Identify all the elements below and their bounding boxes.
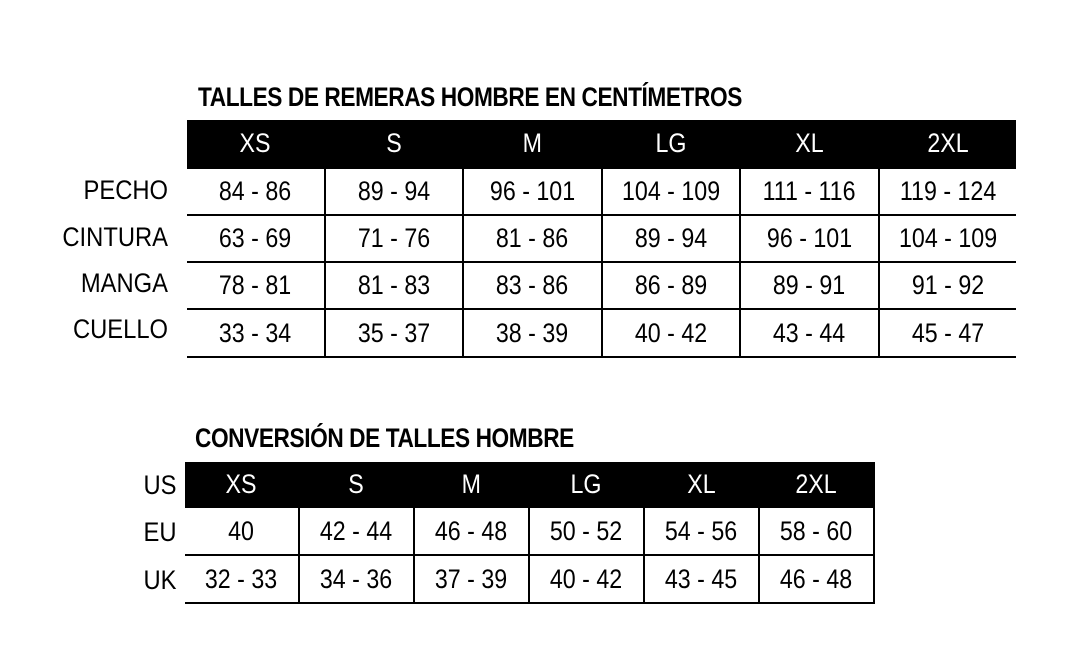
- size-header-lg: LG: [603, 120, 740, 167]
- table-cell: 58 - 60: [760, 508, 873, 554]
- table-cell: 111 - 116: [741, 169, 878, 214]
- size-header-s: S: [326, 120, 463, 167]
- table-cell: 40: [185, 508, 298, 554]
- table-cell: 43 - 45: [645, 556, 758, 602]
- size-header-xs: XS: [187, 120, 324, 167]
- table-cell: 40 - 42: [530, 556, 643, 602]
- table-cell: 83 - 86: [464, 263, 601, 308]
- table-cell: 50 - 52: [530, 508, 643, 554]
- table-cell: 104 - 109: [603, 169, 740, 214]
- table-cell: 86 - 89: [603, 263, 740, 308]
- table-cell: 96 - 101: [741, 216, 878, 261]
- table-cell: 42 - 44: [300, 508, 413, 554]
- conv-header-m: M: [415, 462, 528, 506]
- table-cell: 84 - 86: [187, 169, 324, 214]
- size-header-2xl: 2XL: [880, 120, 1017, 167]
- table-cell: 46 - 48: [415, 508, 528, 554]
- table-cell: 38 - 39: [464, 310, 601, 356]
- table-cell: 43 - 44: [741, 310, 878, 356]
- table-cell: 96 - 101: [464, 169, 601, 214]
- conv-header-2xl: 2XL: [760, 462, 873, 506]
- row-label-cuello: CUELLO: [72, 314, 168, 344]
- row-label-eu: EU: [143, 517, 177, 547]
- table-cell: 91 - 92: [880, 263, 1017, 308]
- conv-header-xs: XS: [185, 462, 298, 506]
- size-header-m: M: [464, 120, 601, 167]
- table-cell: 81 - 83: [326, 263, 463, 308]
- table-cell: 104 - 109: [880, 216, 1017, 261]
- table-cell: 71 - 76: [326, 216, 463, 261]
- table-cell: 46 - 48: [760, 556, 873, 602]
- table-cell: 89 - 94: [603, 216, 740, 261]
- conv-header-s: S: [300, 462, 413, 506]
- table-cell: 32 - 33: [185, 556, 298, 602]
- table-cell: 81 - 86: [464, 216, 601, 261]
- table-cell: 89 - 94: [326, 169, 463, 214]
- table-cell: 35 - 37: [326, 310, 463, 356]
- conversion-table-title: CONVERSIÓN DE TALLES HOMBRE: [195, 423, 574, 453]
- table-cell: 63 - 69: [187, 216, 324, 261]
- conv-header-lg: LG: [530, 462, 643, 506]
- size-table-title: TALLES DE REMERAS HOMBRE EN CENTÍMETROS: [198, 82, 742, 112]
- table-cell: 40 - 42: [603, 310, 740, 356]
- table-cell: 33 - 34: [187, 310, 324, 356]
- table-cell: 34 - 36: [300, 556, 413, 602]
- conversion-table: [185, 462, 875, 604]
- table-cell: 37 - 39: [415, 556, 528, 602]
- table-cell: 45 - 47: [880, 310, 1017, 356]
- table-cell: 119 - 124: [880, 169, 1017, 214]
- row-label-uk: UK: [143, 565, 177, 595]
- row-label-pecho: PECHO: [83, 175, 168, 205]
- table-cell: 78 - 81: [187, 263, 324, 308]
- size-header-xl: XL: [741, 120, 878, 167]
- conv-header-xl: XL: [645, 462, 758, 506]
- row-label-us: US: [143, 470, 177, 500]
- row-label-cintura: CINTURA: [62, 222, 168, 252]
- table-cell: 89 - 91: [741, 263, 878, 308]
- size-table: [187, 120, 1016, 358]
- row-label-manga: MANGA: [80, 268, 168, 298]
- table-cell: 54 - 56: [645, 508, 758, 554]
